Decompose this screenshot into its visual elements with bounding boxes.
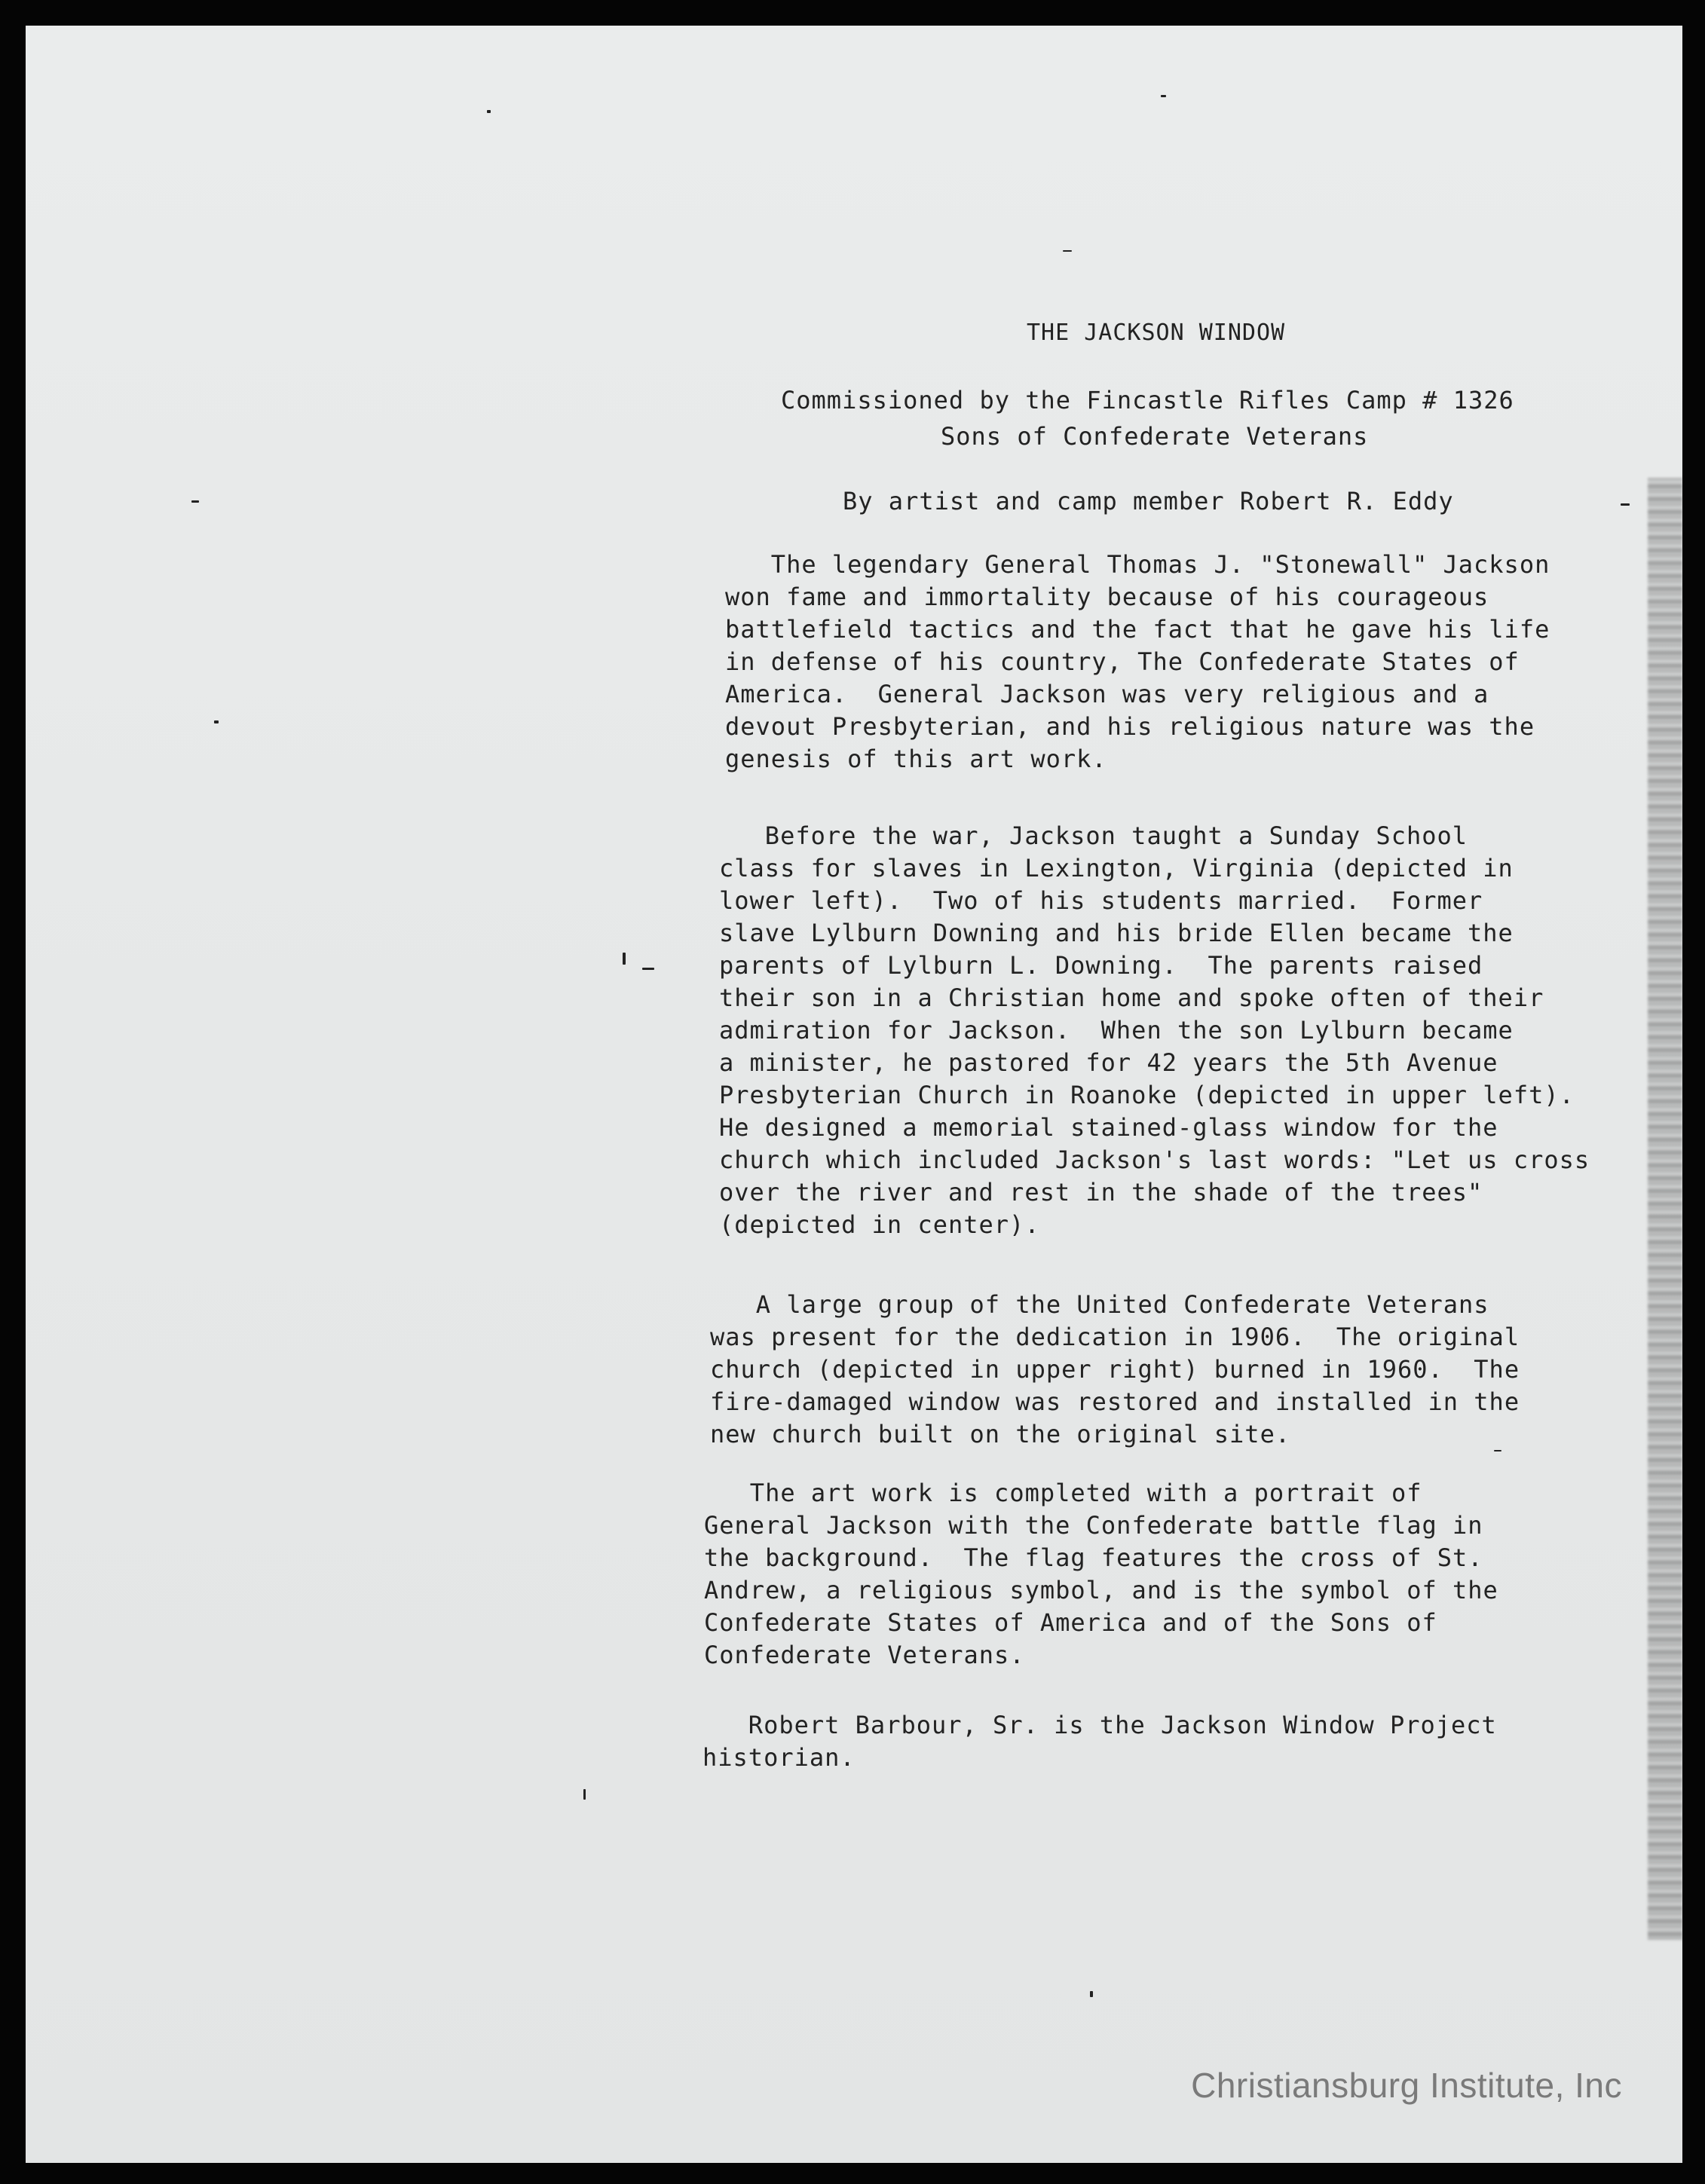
text-line: battlefield tactics and the fact that he gave his life [725, 615, 1550, 644]
text-line: fire-damaged window was restored and installed in the [710, 1387, 1520, 1416]
artist-byline: By artist and camp member Robert R. Eddy [843, 487, 1454, 515]
text-line: Confederate Veterans. [704, 1641, 1025, 1669]
text-line: The art work is completed with a portrait of [704, 1479, 1422, 1507]
text-line: new church built on the original site. [710, 1420, 1291, 1448]
text-line: (depicted in center). [719, 1210, 1040, 1239]
text-line: class for slaves in Lexington, Virginia (depicted in [719, 854, 1514, 882]
commission-line: Commissioned by the Fincastle Rifles Camp # 1326 [781, 386, 1514, 414]
organization-line: Sons of Confederate Veterans [941, 422, 1369, 451]
text-line: church which included Jackson's last words: "Let us cross [719, 1146, 1590, 1174]
text-line: He designed a memorial stained-glass window for the [719, 1113, 1498, 1142]
scan-speck [1063, 250, 1072, 252]
scan-speck [642, 968, 654, 970]
text-line: Andrew, a religious symbol, and is the symbol of the [704, 1576, 1498, 1604]
text-line: lower left). Two of his students married. Former [719, 886, 1483, 915]
text-line: over the river and rest in the shade of the trees" [719, 1178, 1483, 1207]
text-line: in defense of his country, The Confederate States of [725, 647, 1520, 676]
scan-speck [583, 1789, 586, 1800]
scan-edge-shadow [1648, 478, 1682, 1940]
text-line: won fame and immortality because of his courageous [725, 583, 1489, 611]
scan-speck [1621, 503, 1630, 506]
text-line: was present for the dedication in 1906. The original [710, 1323, 1520, 1351]
scan-speck [1494, 1450, 1501, 1451]
text-line: a minister, he pastored for 42 years the 5th Avenue [719, 1048, 1498, 1077]
text-line: genesis of this art work. [725, 745, 1107, 773]
text-line: parents of Lylburn L. Downing. The parents raised [719, 951, 1483, 980]
text-line: A large group of the United Confederate Veterans [710, 1290, 1489, 1319]
text-line: Confederate States of America and of the Sons of [704, 1608, 1437, 1637]
text-line: church (depicted in upper right) burned in 1960. The [710, 1355, 1520, 1384]
text-line: admiration for Jackson. When the son Lylburn became [719, 1016, 1514, 1045]
text-line: General Jackson with the Confederate battle flag in [704, 1511, 1483, 1540]
document-title: THE JACKSON WINDOW [1027, 320, 1286, 346]
scan-speck [1090, 1991, 1093, 1997]
scan-speck [191, 500, 199, 503]
paragraph-2 [719, 820, 1590, 1241]
institution-watermark: Christiansburg Institute, Inc [1191, 2066, 1622, 2105]
paragraph-3 [710, 1289, 1520, 1451]
scan-speck [487, 110, 491, 113]
text-line: the background. The flag features the cross of St. [704, 1543, 1483, 1572]
paragraph-4 [704, 1477, 1498, 1672]
text-line: Before the war, Jackson taught a Sunday School [719, 821, 1468, 850]
text-line: The legendary General Thomas J. "Stonewall" Jackson [725, 550, 1550, 579]
scan-speck [623, 953, 626, 965]
paragraph-5 [703, 1709, 1497, 1774]
scan-speck [214, 720, 219, 723]
text-line: Robert Barbour, Sr. is the Jackson Window Project [703, 1711, 1497, 1739]
text-line: slave Lylburn Downing and his bride Ellen became the [719, 919, 1514, 947]
text-line: devout Presbyterian, and his religious nature was the [725, 712, 1535, 741]
paragraph-1 [725, 549, 1550, 775]
text-line: historian. [703, 1743, 856, 1772]
text-line: Presbyterian Church in Roanoke (depicted in upper left). [719, 1081, 1575, 1109]
scan-speck [1161, 95, 1166, 97]
text-line: their son in a Christian home and spoke often of their [719, 983, 1544, 1012]
text-line: America. General Jackson was very religious and a [725, 680, 1489, 708]
